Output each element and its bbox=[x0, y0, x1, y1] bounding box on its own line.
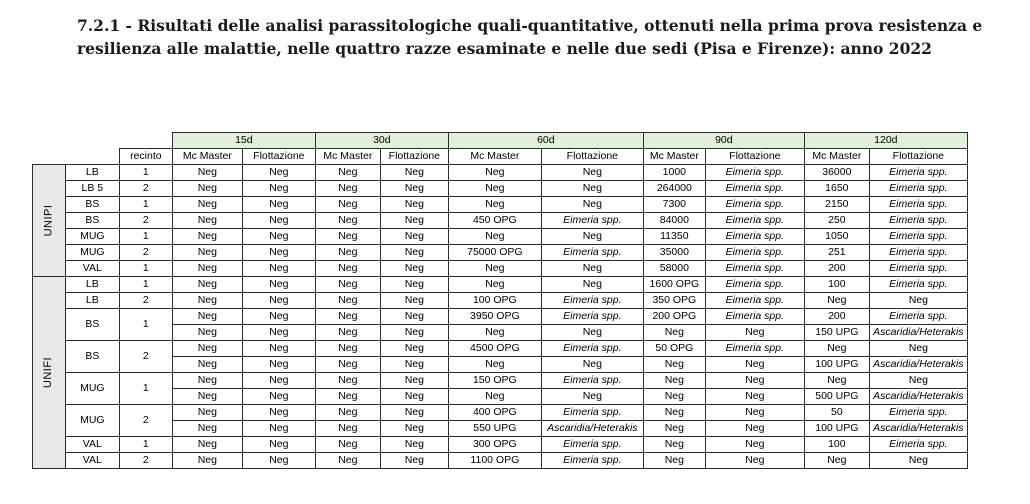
table-row bbox=[33, 213, 968, 229]
result-cell: Neg bbox=[242, 389, 315, 405]
site-label bbox=[33, 165, 66, 277]
table-row bbox=[33, 293, 968, 309]
recinto-cell: 1 bbox=[119, 165, 172, 181]
result-cell: 36000 bbox=[804, 165, 869, 181]
result-cell: Neg bbox=[380, 165, 448, 181]
breed-cell: VAL bbox=[65, 261, 119, 277]
result-cell: Eimeria spp. bbox=[705, 277, 804, 293]
result-cell: Eimeria spp. bbox=[705, 293, 804, 309]
result-cell: Neg bbox=[380, 341, 448, 357]
table-row bbox=[33, 277, 968, 293]
result-cell: 1050 bbox=[804, 229, 869, 245]
subheader: Flottazione bbox=[541, 149, 643, 165]
table-row bbox=[33, 341, 968, 357]
result-cell: 3950 OPG bbox=[448, 309, 541, 325]
result-cell: Neg bbox=[242, 181, 315, 197]
result-cell: Eimeria spp. bbox=[541, 405, 643, 421]
recinto-cell: 1 bbox=[119, 261, 172, 277]
table-row bbox=[33, 453, 968, 469]
result-cell: Ascaridia/Heterakis bbox=[869, 357, 967, 373]
result-cell: 150 UPG bbox=[804, 325, 869, 341]
result-cell: Neg bbox=[541, 229, 643, 245]
result-cell: Neg bbox=[643, 421, 705, 437]
result-cell: Neg bbox=[242, 437, 315, 453]
result-cell: 1000 bbox=[643, 165, 705, 181]
result-cell: Neg bbox=[380, 309, 448, 325]
result-cell: 58000 bbox=[643, 261, 705, 277]
result-cell: Neg bbox=[172, 245, 242, 261]
result-cell: Neg bbox=[172, 229, 242, 245]
result-cell: Neg bbox=[643, 437, 705, 453]
result-cell: Eimeria spp. bbox=[869, 213, 967, 229]
table-row bbox=[33, 261, 968, 277]
result-cell: Eimeria spp. bbox=[705, 165, 804, 181]
result-cell: Neg bbox=[541, 325, 643, 341]
group-header-row bbox=[33, 133, 968, 149]
result-cell: Neg bbox=[242, 405, 315, 421]
result-cell: Neg bbox=[804, 453, 869, 469]
result-cell: Neg bbox=[172, 341, 242, 357]
result-cell: Eimeria spp. bbox=[705, 213, 804, 229]
table-row bbox=[33, 389, 968, 405]
result-cell: Neg bbox=[172, 325, 242, 341]
result-cell: Neg bbox=[242, 325, 315, 341]
site-label-text: UNIFI bbox=[42, 356, 55, 389]
result-cell: Neg bbox=[172, 309, 242, 325]
result-cell: Neg bbox=[380, 373, 448, 389]
result-cell: Neg bbox=[380, 405, 448, 421]
result-cell: Neg bbox=[242, 229, 315, 245]
result-cell: Neg bbox=[172, 373, 242, 389]
result-cell: Neg bbox=[380, 357, 448, 373]
result-cell: Neg bbox=[315, 165, 380, 181]
result-cell: Neg bbox=[172, 389, 242, 405]
result-cell: Neg bbox=[705, 357, 804, 373]
result-cell: Neg bbox=[380, 437, 448, 453]
result-cell: Neg bbox=[315, 229, 380, 245]
result-cell: Eimeria spp. bbox=[541, 341, 643, 357]
result-cell: Eimeria spp. bbox=[541, 309, 643, 325]
result-cell: Eimeria spp. bbox=[869, 245, 967, 261]
table-row bbox=[33, 229, 968, 245]
recinto-header: recinto bbox=[119, 149, 172, 165]
result-cell: Neg bbox=[172, 357, 242, 373]
subheader: Flottazione bbox=[869, 149, 967, 165]
result-cell: Neg bbox=[380, 453, 448, 469]
result-cell: 300 OPG bbox=[448, 437, 541, 453]
result-cell: Neg bbox=[242, 213, 315, 229]
group-header: 90d bbox=[643, 133, 804, 149]
group-header: 60d bbox=[448, 133, 643, 149]
recinto-cell: 1 bbox=[119, 309, 172, 341]
result-cell: Neg bbox=[869, 341, 967, 357]
result-cell: Neg bbox=[643, 405, 705, 421]
recinto-cell: 2 bbox=[119, 245, 172, 261]
recinto-cell: 1 bbox=[119, 277, 172, 293]
group-header: 30d bbox=[315, 133, 448, 149]
result-cell: 100 bbox=[804, 277, 869, 293]
result-cell: Neg bbox=[315, 213, 380, 229]
result-cell: Eimeria spp. bbox=[541, 213, 643, 229]
breed-cell: LB bbox=[65, 293, 119, 309]
page-title: 7.2.1 - Risultati delle analisi parassitologiche quali-quantitative, ottenuti nella prima prova resistenza e resilienza alle malattie, nelle quattro razze esaminate e nelle due sedi (Pisa e Firenze): anno 2022 bbox=[77, 16, 983, 58]
recinto-cell: 1 bbox=[119, 437, 172, 453]
recinto-cell: 1 bbox=[119, 197, 172, 213]
result-cell: Neg bbox=[705, 405, 804, 421]
subheader: Flottazione bbox=[242, 149, 315, 165]
result-cell: Neg bbox=[541, 389, 643, 405]
result-cell: Ascaridia/Heterakis bbox=[541, 421, 643, 437]
result-cell: Neg bbox=[705, 437, 804, 453]
breed-cell: BS bbox=[65, 213, 119, 229]
site-label bbox=[33, 277, 66, 469]
result-cell: Eimeria spp. bbox=[541, 437, 643, 453]
result-cell: Eimeria spp. bbox=[705, 261, 804, 277]
result-cell: Neg bbox=[541, 165, 643, 181]
result-cell: 350 OPG bbox=[643, 293, 705, 309]
result-cell: Neg bbox=[242, 277, 315, 293]
result-cell: Neg bbox=[172, 213, 242, 229]
result-cell: Neg bbox=[705, 389, 804, 405]
result-cell: Neg bbox=[643, 389, 705, 405]
result-cell: 1600 OPG bbox=[643, 277, 705, 293]
result-cell: Neg bbox=[242, 453, 315, 469]
breed-cell: LB bbox=[65, 165, 119, 181]
result-cell: Eimeria spp. bbox=[705, 245, 804, 261]
parasitology-results-table bbox=[32, 132, 968, 469]
result-cell: Neg bbox=[380, 293, 448, 309]
subheader: Flottazione bbox=[705, 149, 804, 165]
result-cell: Eimeria spp. bbox=[869, 437, 967, 453]
result-cell: Neg bbox=[315, 197, 380, 213]
subheader-row bbox=[33, 149, 968, 165]
table-body bbox=[33, 165, 968, 469]
result-cell: Neg bbox=[804, 373, 869, 389]
result-cell: Neg bbox=[242, 309, 315, 325]
result-cell: 84000 bbox=[643, 213, 705, 229]
result-cell: Neg bbox=[172, 165, 242, 181]
result-cell: 75000 OPG bbox=[448, 245, 541, 261]
result-cell: Eimeria spp. bbox=[869, 309, 967, 325]
recinto-cell: 2 bbox=[119, 181, 172, 197]
table-row bbox=[33, 197, 968, 213]
result-cell: Neg bbox=[380, 181, 448, 197]
result-cell: Eimeria spp. bbox=[869, 181, 967, 197]
result-cell: Neg bbox=[643, 373, 705, 389]
result-cell: Neg bbox=[804, 293, 869, 309]
result-cell: Neg bbox=[315, 245, 380, 261]
result-cell: Neg bbox=[448, 261, 541, 277]
subheader: Flottazione bbox=[380, 149, 448, 165]
result-cell: Neg bbox=[242, 197, 315, 213]
result-cell: Eimeria spp. bbox=[869, 197, 967, 213]
subheader: Mc Master bbox=[448, 149, 541, 165]
result-cell: Neg bbox=[172, 277, 242, 293]
result-cell: Neg bbox=[242, 261, 315, 277]
result-cell: Neg bbox=[172, 197, 242, 213]
result-cell: Neg bbox=[448, 277, 541, 293]
result-cell: 450 OPG bbox=[448, 213, 541, 229]
result-cell: 550 UPG bbox=[448, 421, 541, 437]
result-cell: Neg bbox=[448, 181, 541, 197]
result-cell: Neg bbox=[380, 197, 448, 213]
result-cell: Neg bbox=[643, 453, 705, 469]
result-cell: Neg bbox=[380, 389, 448, 405]
result-cell: 35000 bbox=[643, 245, 705, 261]
recinto-cell: 2 bbox=[119, 293, 172, 309]
result-cell: Neg bbox=[448, 325, 541, 341]
result-cell: Neg bbox=[380, 213, 448, 229]
result-cell: Neg bbox=[448, 389, 541, 405]
result-cell: 100 bbox=[804, 437, 869, 453]
result-cell: Neg bbox=[541, 261, 643, 277]
result-cell: Neg bbox=[804, 341, 869, 357]
result-cell: Eimeria spp. bbox=[869, 277, 967, 293]
recinto-cell: 2 bbox=[119, 213, 172, 229]
result-cell: Neg bbox=[242, 293, 315, 309]
result-cell: Neg bbox=[315, 277, 380, 293]
table-row bbox=[33, 181, 968, 197]
result-cell: 150 OPG bbox=[448, 373, 541, 389]
subheader: Mc Master bbox=[643, 149, 705, 165]
result-cell: Neg bbox=[315, 389, 380, 405]
result-cell: 4500 OPG bbox=[448, 341, 541, 357]
breed-cell: LB bbox=[65, 277, 119, 293]
breed-cell: BS bbox=[65, 309, 119, 341]
result-cell: Neg bbox=[541, 357, 643, 373]
result-cell: Neg bbox=[242, 165, 315, 181]
result-cell: Neg bbox=[380, 325, 448, 341]
result-cell: Neg bbox=[315, 181, 380, 197]
result-cell: 50 bbox=[804, 405, 869, 421]
result-cell: Neg bbox=[705, 373, 804, 389]
result-cell: Neg bbox=[242, 357, 315, 373]
result-cell: Neg bbox=[242, 373, 315, 389]
result-cell: 11350 bbox=[643, 229, 705, 245]
result-cell: Neg bbox=[541, 277, 643, 293]
result-cell: Ascaridia/Heterakis bbox=[869, 421, 967, 437]
breed-cell: MUG bbox=[65, 405, 119, 437]
result-cell: Eimeria spp. bbox=[869, 261, 967, 277]
result-cell: Neg bbox=[705, 325, 804, 341]
result-cell: 500 UPG bbox=[804, 389, 869, 405]
result-cell: Eimeria spp. bbox=[869, 229, 967, 245]
subheader: Mc Master bbox=[315, 149, 380, 165]
recinto-cell: 1 bbox=[119, 229, 172, 245]
result-cell: Neg bbox=[869, 453, 967, 469]
result-cell: Neg bbox=[172, 437, 242, 453]
breed-cell: BS bbox=[65, 197, 119, 213]
result-cell: Eimeria spp. bbox=[705, 341, 804, 357]
result-cell: Neg bbox=[448, 197, 541, 213]
table-row bbox=[33, 421, 968, 437]
table-row bbox=[33, 437, 968, 453]
table-row bbox=[33, 165, 968, 181]
table-row bbox=[33, 405, 968, 421]
result-cell: Ascaridia/Heterakis bbox=[869, 389, 967, 405]
result-cell: Eimeria spp. bbox=[705, 229, 804, 245]
result-cell: 200 bbox=[804, 309, 869, 325]
breed-cell: VAL bbox=[65, 453, 119, 469]
site-label-text: UNIPI bbox=[42, 204, 55, 237]
subheader: Mc Master bbox=[172, 149, 242, 165]
result-cell: 250 bbox=[804, 213, 869, 229]
subheader: Mc Master bbox=[804, 149, 869, 165]
result-cell: Neg bbox=[242, 341, 315, 357]
table-row bbox=[33, 245, 968, 261]
blank-corner bbox=[33, 149, 120, 165]
breed-cell: BS bbox=[65, 341, 119, 373]
result-cell: Neg bbox=[315, 373, 380, 389]
result-cell: Ascaridia/Heterakis bbox=[869, 325, 967, 341]
result-cell: Neg bbox=[380, 277, 448, 293]
result-cell: 1650 bbox=[804, 181, 869, 197]
breed-cell: LB 5 bbox=[65, 181, 119, 197]
result-cell: 100 OPG bbox=[448, 293, 541, 309]
result-cell: Neg bbox=[643, 357, 705, 373]
result-cell: Neg bbox=[242, 245, 315, 261]
result-cell: 2150 bbox=[804, 197, 869, 213]
result-cell: Neg bbox=[869, 293, 967, 309]
result-cell: Neg bbox=[541, 197, 643, 213]
result-cell: Neg bbox=[172, 453, 242, 469]
result-cell: Neg bbox=[172, 421, 242, 437]
result-cell: Neg bbox=[315, 453, 380, 469]
result-cell: 200 bbox=[804, 261, 869, 277]
result-cell: 251 bbox=[804, 245, 869, 261]
result-cell: Neg bbox=[172, 181, 242, 197]
result-cell: Neg bbox=[315, 261, 380, 277]
result-cell: Neg bbox=[448, 357, 541, 373]
table-row bbox=[33, 373, 968, 389]
result-cell: Neg bbox=[315, 341, 380, 357]
recinto-cell: 1 bbox=[119, 373, 172, 405]
result-cell: Neg bbox=[315, 309, 380, 325]
result-cell: Neg bbox=[705, 421, 804, 437]
result-cell: 200 OPG bbox=[643, 309, 705, 325]
result-cell: Neg bbox=[380, 421, 448, 437]
result-cell: Neg bbox=[380, 261, 448, 277]
result-cell: Neg bbox=[380, 229, 448, 245]
result-cell: Neg bbox=[705, 453, 804, 469]
result-cell: Neg bbox=[242, 421, 315, 437]
result-cell: Neg bbox=[315, 437, 380, 453]
breed-cell: MUG bbox=[65, 229, 119, 245]
result-cell: Neg bbox=[315, 405, 380, 421]
breed-cell: MUG bbox=[65, 245, 119, 261]
result-cell: Eimeria spp. bbox=[869, 405, 967, 421]
recinto-cell: 2 bbox=[119, 341, 172, 373]
result-cell: Neg bbox=[380, 245, 448, 261]
result-cell: Eimeria spp. bbox=[705, 309, 804, 325]
result-cell: Neg bbox=[172, 293, 242, 309]
result-cell: Neg bbox=[643, 325, 705, 341]
result-cell: Neg bbox=[448, 229, 541, 245]
result-cell: Eimeria spp. bbox=[541, 245, 643, 261]
group-header: 15d bbox=[172, 133, 315, 149]
result-cell: Neg bbox=[315, 293, 380, 309]
result-cell: Eimeria spp. bbox=[541, 293, 643, 309]
result-cell: Neg bbox=[315, 325, 380, 341]
result-cell: 1100 OPG bbox=[448, 453, 541, 469]
breed-cell: VAL bbox=[65, 437, 119, 453]
recinto-cell: 2 bbox=[119, 405, 172, 437]
result-cell: 7300 bbox=[643, 197, 705, 213]
table-row bbox=[33, 309, 968, 325]
result-cell: 264000 bbox=[643, 181, 705, 197]
result-cell: Neg bbox=[172, 261, 242, 277]
breed-cell: MUG bbox=[65, 373, 119, 405]
table-row bbox=[33, 325, 968, 341]
result-cell: 100 UPG bbox=[804, 421, 869, 437]
recinto-cell: 2 bbox=[119, 453, 172, 469]
table-row bbox=[33, 357, 968, 373]
result-cell: Eimeria spp. bbox=[705, 197, 804, 213]
result-cell: Neg bbox=[315, 421, 380, 437]
result-cell: Neg bbox=[869, 373, 967, 389]
result-cell: Neg bbox=[315, 357, 380, 373]
result-cell: Eimeria spp. bbox=[541, 453, 643, 469]
result-cell: Neg bbox=[172, 405, 242, 421]
result-cell: Eimeria spp. bbox=[705, 181, 804, 197]
result-cell: 50 OPG bbox=[643, 341, 705, 357]
result-cell: 400 OPG bbox=[448, 405, 541, 421]
result-cell: Eimeria spp. bbox=[869, 165, 967, 181]
result-cell: Neg bbox=[448, 165, 541, 181]
result-cell: 100 UPG bbox=[804, 357, 869, 373]
result-cell: Neg bbox=[541, 181, 643, 197]
result-cell: Eimeria spp. bbox=[541, 373, 643, 389]
blank-corner bbox=[33, 133, 173, 149]
group-header: 120d bbox=[804, 133, 967, 149]
